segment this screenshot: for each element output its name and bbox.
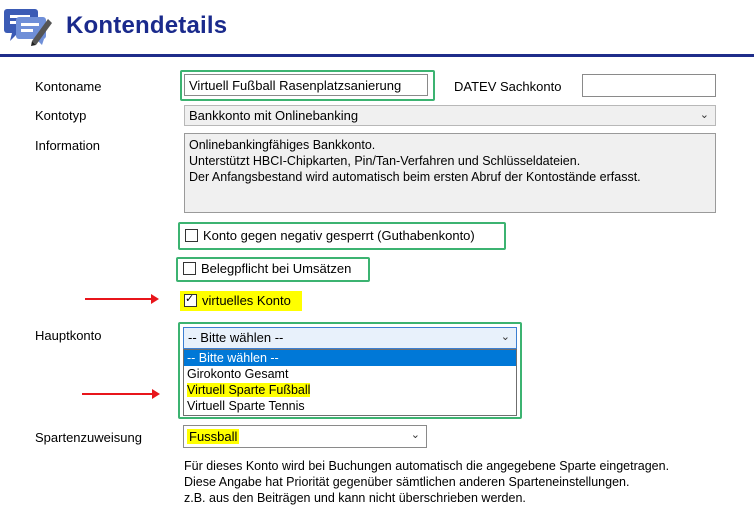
dropdown-option[interactable] xyxy=(184,382,516,398)
information-line: Onlinebankingfähiges Bankkonto. xyxy=(189,138,376,152)
dropdown-option[interactable]: -- Bitte wählen -- xyxy=(184,350,516,366)
spartenzuweisung-select[interactable] xyxy=(183,425,427,448)
information-line: Der Anfangsbestand wird automatisch beim ersten Abruf der Kontostände erfasst. xyxy=(189,170,641,184)
kontoname-label: Kontoname xyxy=(35,79,102,94)
sparten-note xyxy=(184,458,750,506)
virtuelles-konto-checkbox[interactable] xyxy=(184,293,291,308)
virtuelles-konto-label: virtuelles Konto xyxy=(202,293,291,308)
checkbox-checked-icon[interactable] xyxy=(184,294,197,307)
hauptkonto-label: Hauptkonto xyxy=(35,328,102,343)
datev-label: DATEV Sachkonto xyxy=(454,79,562,94)
dropdown-option-label: Virtuell Sparte Fußball xyxy=(187,383,311,397)
information-line: Unterstützt HBCI-Chipkarten, Pin/Tan-Verfahren und Schlüsseldateien. xyxy=(189,154,581,168)
datev-sachkonto-input[interactable] xyxy=(582,74,716,97)
title-divider xyxy=(0,54,754,57)
hauptkonto-select[interactable] xyxy=(183,327,517,349)
note-line: z.B. aus den Beiträgen und kann nicht überschrieben werden. xyxy=(184,491,526,505)
kontotyp-value: Bankkonto mit Onlinebanking xyxy=(189,108,359,123)
information-box xyxy=(184,133,716,213)
belegpflicht-checkbox[interactable] xyxy=(183,261,351,276)
checkbox-unchecked-icon[interactable] xyxy=(185,229,198,242)
dropdown-option[interactable]: Girokonto Gesamt xyxy=(187,367,289,381)
note-line: Für dieses Konto wird bei Buchungen automatisch die angegebene Sparte eingetragen. xyxy=(184,459,670,473)
red-arrow-icon xyxy=(85,298,157,300)
information-label: Information xyxy=(35,138,101,153)
kontotyp-select[interactable] xyxy=(184,105,716,126)
belegpflicht-label: Belegpflicht bei Umsätzen xyxy=(201,261,352,276)
red-arrow-icon xyxy=(82,393,158,395)
note-line: Diese Angabe hat Priorität gegenüber sämtlichen anderen Sparteneinstellungen. xyxy=(184,475,630,489)
spartenzuweisung-value: Fussball xyxy=(189,429,238,444)
chevron-down-icon: ⌄ xyxy=(500,331,510,343)
konto-negativ-checkbox[interactable] xyxy=(185,228,475,243)
konto-negativ-label: Konto gegen negativ gesperrt (Guthabenkonto) xyxy=(203,228,475,243)
kontoname-input[interactable]: Virtuell Fußball Rasenplatzsanierung xyxy=(184,74,428,96)
checkbox-unchecked-icon[interactable] xyxy=(183,262,196,275)
hauptkonto-dropdown-list[interactable] xyxy=(183,349,517,416)
hauptkonto-value: -- Bitte wählen -- xyxy=(188,330,284,345)
page-title: Kontendetails xyxy=(66,12,228,39)
chevron-down-icon: ⌄ xyxy=(410,429,420,441)
spartenzuweisung-label: Spartenzuweisung xyxy=(35,430,142,445)
chevron-down-icon: ⌄ xyxy=(699,109,709,121)
dropdown-option[interactable]: Virtuell Sparte Tennis xyxy=(187,399,305,413)
edit-document-icon xyxy=(2,5,54,47)
kontotyp-label: Kontotyp xyxy=(35,108,87,123)
